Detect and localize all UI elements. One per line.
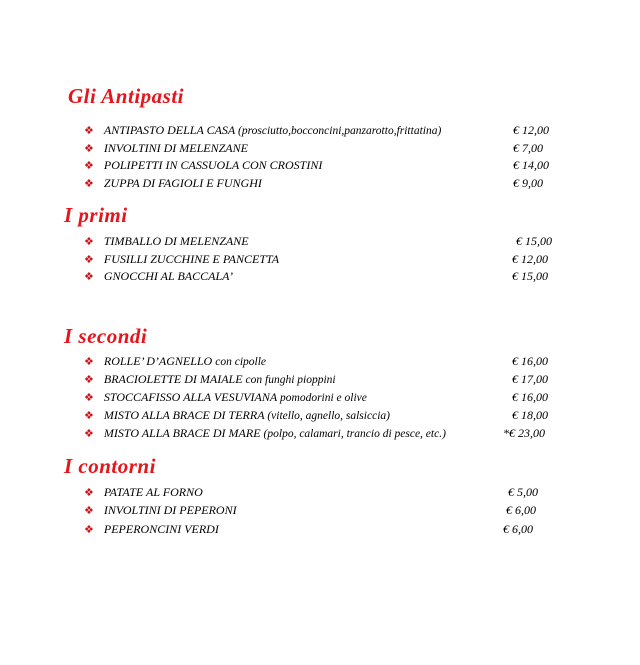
item-price: € 15,00 bbox=[516, 234, 552, 248]
item-name: INVOLTINI DI MELENZANE bbox=[103, 141, 248, 155]
menu-item bbox=[84, 407, 390, 424]
item-price: € 7,00 bbox=[513, 141, 543, 155]
item-name: ROLLE’ D’AGNELLO bbox=[103, 354, 213, 368]
menu-item bbox=[84, 140, 248, 157]
item-price: € 9,00 bbox=[513, 176, 543, 190]
item-price: € 18,00 bbox=[512, 408, 548, 422]
section-title-contorni: I contorni bbox=[64, 454, 156, 478]
menu-item bbox=[84, 353, 266, 370]
bullet-icon: ❖ bbox=[84, 271, 94, 283]
bullet-icon: ❖ bbox=[84, 524, 94, 536]
bullet-icon: ❖ bbox=[84, 505, 94, 517]
bullet-icon: ❖ bbox=[84, 178, 94, 190]
menu-item bbox=[84, 122, 441, 139]
item-description: (prosciutto,bocconcini,panzarotto,frittatina) bbox=[238, 125, 442, 137]
menu-item bbox=[84, 425, 446, 442]
item-price: € 15,00 bbox=[512, 269, 548, 283]
item-name: BRACIOLETTE DI MAIALE bbox=[103, 372, 243, 386]
bullet-icon: ❖ bbox=[84, 428, 94, 440]
item-price: € 17,00 bbox=[512, 372, 548, 386]
menu-item bbox=[84, 175, 262, 192]
item-description: con funghi pioppini bbox=[245, 374, 336, 386]
menu-item bbox=[84, 389, 367, 406]
item-price: € 12,00 bbox=[513, 123, 549, 137]
item-price: € 16,00 bbox=[512, 390, 548, 404]
item-description: (vitello, agnello, salsiccia) bbox=[267, 410, 390, 422]
item-price: € 5,00 bbox=[508, 485, 538, 499]
bullet-icon: ❖ bbox=[84, 143, 94, 155]
bullet-icon: ❖ bbox=[84, 356, 94, 368]
menu-item bbox=[84, 251, 279, 268]
item-name: ZUPPA DI FAGIOLI E FUNGHI bbox=[103, 176, 262, 190]
bullet-icon: ❖ bbox=[84, 236, 94, 248]
item-name: STOCCAFISSO ALLA VESUVIANA bbox=[103, 390, 278, 404]
item-price: € 6,00 bbox=[506, 503, 536, 517]
menu-item bbox=[84, 502, 237, 519]
bullet-icon: ❖ bbox=[84, 374, 94, 386]
item-name: GNOCCHI AL BACCALA’ bbox=[103, 269, 234, 283]
item-description: pomodorini e olive bbox=[280, 392, 367, 404]
item-name: POLIPETTI IN CASSUOLA CON CROSTINI bbox=[103, 158, 323, 172]
item-price: € 6,00 bbox=[503, 522, 533, 536]
item-description: (polpo, calamari, trancio di pesce, etc.) bbox=[263, 428, 446, 440]
item-price: € 14,00 bbox=[513, 158, 549, 172]
item-name: MISTO ALLA BRACE DI TERRA bbox=[103, 408, 265, 422]
section-title-secondi: I secondi bbox=[64, 324, 148, 348]
item-name: FUSILLI ZUCCHINE E PANCETTA bbox=[103, 252, 280, 266]
bullet-icon: ❖ bbox=[84, 392, 94, 404]
bullet-icon: ❖ bbox=[84, 487, 94, 499]
section-title-antipasti: Gli Antipasti bbox=[68, 84, 185, 108]
item-name: ANTIPASTO DELLA CASA bbox=[103, 123, 236, 137]
item-price: € 16,00 bbox=[512, 354, 548, 368]
menu-item bbox=[84, 233, 249, 250]
menu-item bbox=[84, 484, 203, 501]
menu-item bbox=[84, 268, 233, 285]
item-name: PATATE AL FORNO bbox=[103, 485, 203, 499]
item-price: *€ 23,00 bbox=[503, 426, 545, 440]
menu-item bbox=[84, 521, 219, 538]
item-name: MISTO ALLA BRACE DI MARE bbox=[103, 426, 261, 440]
item-name: TIMBALLO DI MELENZANE bbox=[103, 234, 249, 248]
item-name: INVOLTINI DI PEPERONI bbox=[103, 503, 237, 517]
section-title-primi: I primi bbox=[64, 203, 128, 227]
menu-item bbox=[84, 371, 336, 388]
menu-item bbox=[84, 157, 322, 174]
bullet-icon: ❖ bbox=[84, 410, 94, 422]
bullet-icon: ❖ bbox=[84, 254, 94, 266]
item-name: PEPERONCINI VERDI bbox=[103, 522, 219, 536]
bullet-icon: ❖ bbox=[84, 160, 94, 172]
bullet-icon: ❖ bbox=[84, 125, 94, 137]
item-price: € 12,00 bbox=[512, 252, 548, 266]
item-description: con cipolle bbox=[215, 356, 267, 368]
